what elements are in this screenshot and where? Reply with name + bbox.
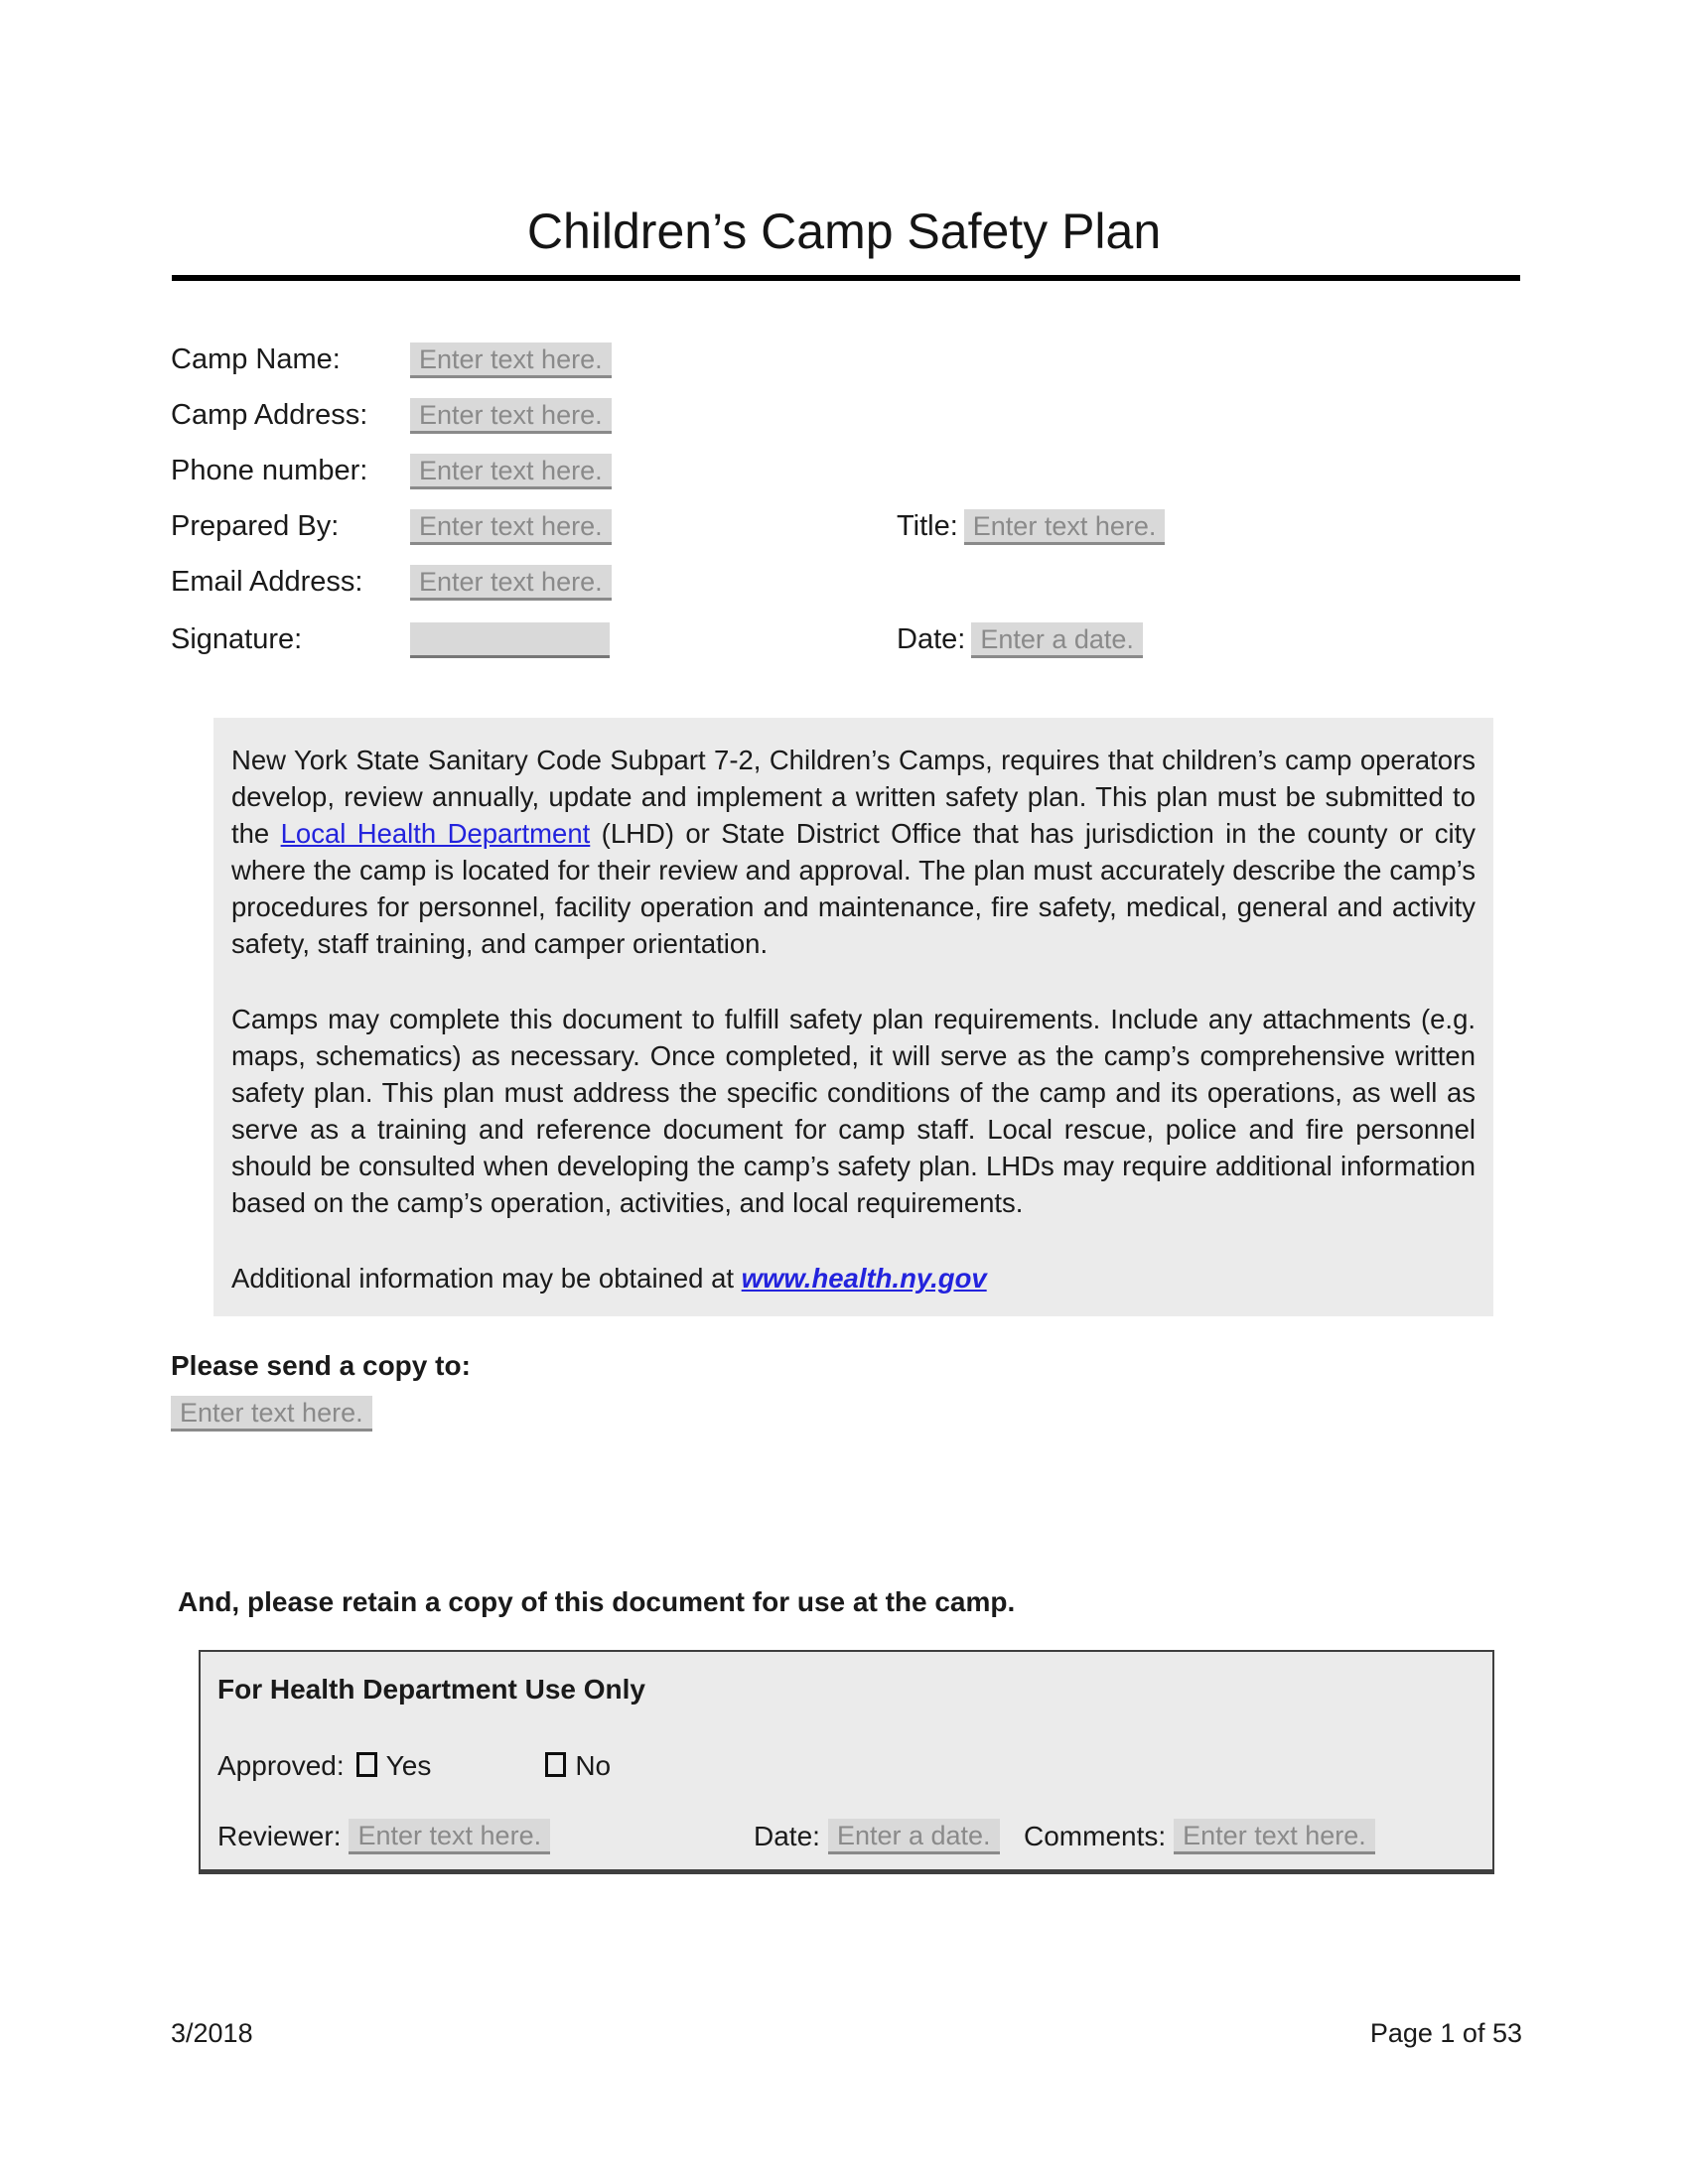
send-copy-input[interactable]: Enter text here. [171, 1396, 372, 1432]
footer-page-number: Page 1 of 53 [1369, 2018, 1522, 2048]
camp-address-input[interactable]: Enter text here. [410, 398, 612, 434]
date-field [897, 622, 1143, 658]
health-department-use-box [199, 1650, 1494, 1874]
prepared-by-input[interactable]: Enter text here. [410, 509, 612, 545]
review-date-input[interactable]: Enter a date. [828, 1819, 1000, 1854]
reviewer-field [217, 1819, 550, 1854]
title-label: Title: [897, 510, 958, 542]
send-copy-label: Please send a copy to: [171, 1350, 471, 1381]
review-date-field [754, 1819, 1000, 1854]
reviewer-label: Reviewer: [217, 1821, 342, 1851]
retain-copy-note: And, please retain a copy of this document for use at the camp. [178, 1586, 1016, 1617]
comments-label: Comments: [1024, 1821, 1167, 1851]
signature-input[interactable] [410, 622, 610, 658]
instructions-paragraph-2: Camps may complete this document to fulfill safety plan requirements. Include any attachments (e.g. maps, schematics) as necessary. Once completed, it will serve as the camp’s comprehensive written safety plan. This plan must address the specific conditions of the camp and its operations, as well as serve as a training and reference document for camp staff. Local rescue, police and fire personnel should be consulted when developing the camp’s safety plan. LHDs may require additional information based on the camp’s operation, activities, and local requirements. [231, 1004, 1476, 1218]
phone-number-label: Phone number: [171, 455, 368, 486]
prepared-by-row [171, 509, 1521, 545]
hd-box-title: For Health Department Use Only [217, 1674, 645, 1705]
prepared-by-label: Prepared By: [171, 510, 340, 542]
paragraph-1-text-after-link: (LHD) or State District Office that has jurisdiction in the county or city where the camp is located for their review and approval. The plan must accurately describe the camp’s procedures for personnel, facility operation and maintenance, fire safety, medical, general and activity safety, staff training, and camper orientation. [231, 818, 1476, 959]
approved-yes-label: Yes [385, 1750, 432, 1781]
phone-number-input[interactable]: Enter text here. [410, 454, 612, 489]
signature-label: Signature: [171, 623, 303, 655]
approved-no-checkbox[interactable] [545, 1752, 566, 1777]
review-date-label: Date: [754, 1821, 820, 1851]
title-field [897, 509, 1165, 545]
comments-field [1024, 1819, 1375, 1854]
camp-address-label: Camp Address: [171, 399, 368, 431]
phone-number-row [171, 454, 612, 489]
reviewer-row [217, 1819, 1478, 1854]
date-input[interactable]: Enter a date. [971, 622, 1143, 658]
reviewer-input[interactable]: Enter text here. [349, 1819, 550, 1854]
title-input[interactable]: Enter text here. [964, 509, 1166, 545]
signature-row [171, 622, 1521, 658]
camp-name-row [171, 342, 612, 378]
comments-input[interactable]: Enter text here. [1174, 1819, 1375, 1854]
paragraph-1-text-before-link: New York State Sanitary Code Subpart 7-2, Children’s Camps, requires that children’s camp operators develop, review annually, update and implement a written safety plan. This plan must be submitted to the [231, 745, 1476, 849]
email-address-input[interactable]: Enter text here. [410, 565, 612, 601]
instructions-paragraph-3 [231, 1260, 1476, 1297]
approved-no-label: No [575, 1750, 612, 1781]
paragraph-3-text: Additional information may be obtained at [231, 1263, 742, 1294]
instructions-box [213, 718, 1493, 1316]
local-health-department-link[interactable]: Local Health Department [280, 818, 591, 849]
page-title: Children’s Camp Safety Plan [526, 204, 1162, 259]
date-label: Date: [897, 623, 966, 655]
health-ny-gov-link[interactable]: www.health.ny.gov [741, 1263, 987, 1294]
email-address-label: Email Address: [171, 566, 363, 598]
camp-name-input[interactable]: Enter text here. [410, 342, 612, 378]
camp-address-row [171, 398, 612, 434]
email-address-row [171, 565, 612, 601]
camp-name-label: Camp Name: [171, 343, 341, 375]
approved-row [217, 1749, 611, 1783]
instructions-paragraph-1 [231, 742, 1476, 962]
title-rule [172, 275, 1520, 281]
approved-label: Approved: [217, 1750, 345, 1781]
footer-revision-date: 3/2018 [171, 2018, 253, 2048]
approved-yes-checkbox[interactable] [356, 1752, 377, 1777]
